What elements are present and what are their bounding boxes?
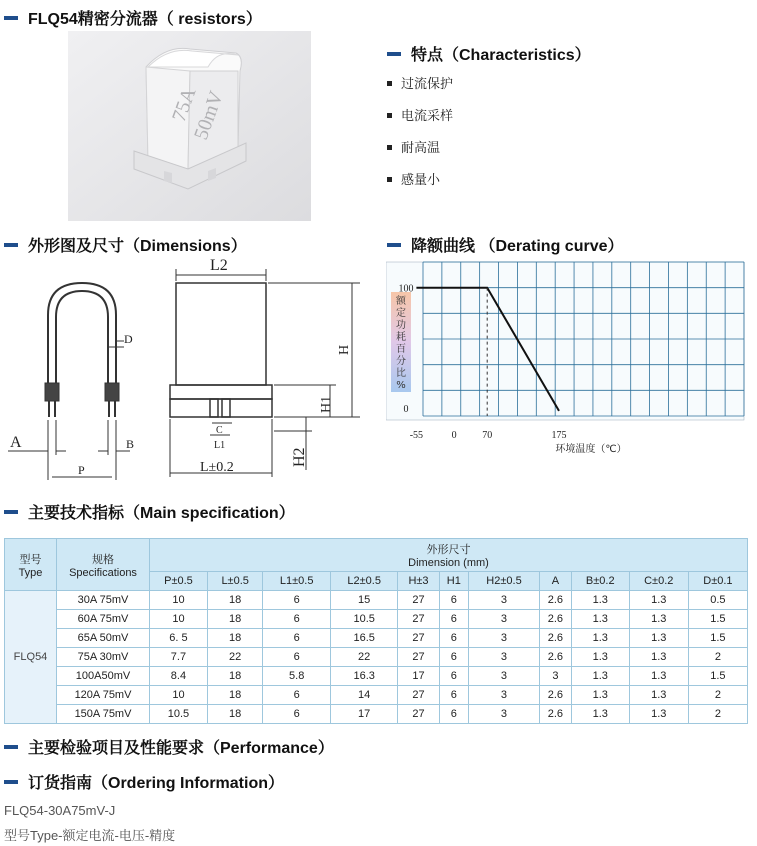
table-cell: 18 bbox=[207, 667, 263, 686]
table-cell: 6 bbox=[263, 591, 330, 610]
table-cell: 22 bbox=[207, 648, 263, 667]
table-cell: 27 bbox=[398, 629, 439, 648]
table-cell: 17 bbox=[398, 667, 439, 686]
chart-x-axis-label: 环境温度（℃） bbox=[555, 444, 627, 455]
derating-chart bbox=[386, 258, 748, 458]
y-axis-label-char: 定 bbox=[396, 308, 406, 319]
table-cell: 18 bbox=[207, 705, 263, 724]
table-cell: 10 bbox=[150, 610, 208, 629]
table-row bbox=[5, 610, 748, 629]
table-cell: 2.6 bbox=[540, 591, 572, 610]
photo-label-voltage: 50mV bbox=[190, 88, 228, 143]
table-cell: 10.5 bbox=[150, 705, 208, 724]
table-cell: 8.4 bbox=[150, 667, 208, 686]
table-cell: 16.5 bbox=[330, 629, 397, 648]
y-axis-label-char: 额 bbox=[396, 296, 406, 307]
table-cell: 0.5 bbox=[688, 591, 747, 610]
dim-label-c: C bbox=[216, 425, 223, 436]
table-cell: 1.3 bbox=[571, 667, 629, 686]
section-title-ordering: 订货指南（Ordering Information） bbox=[4, 770, 284, 793]
table-cell-type: FLQ54 bbox=[5, 591, 57, 724]
table-column-header: H2±0.5 bbox=[468, 572, 539, 591]
list-item: 耐高温 bbox=[387, 140, 453, 172]
table-cell: 6 bbox=[439, 648, 468, 667]
y-axis-label-char: % bbox=[396, 380, 406, 391]
table-cell: 1.5 bbox=[688, 667, 747, 686]
dim-label-d: D bbox=[124, 332, 133, 346]
x-tick-label: 0 bbox=[451, 430, 457, 441]
table-column-header: L±0.5 bbox=[207, 572, 263, 591]
spec-table bbox=[4, 538, 748, 724]
table-cell: 27 bbox=[398, 610, 439, 629]
table-cell: 27 bbox=[398, 686, 439, 705]
table-cell-spec: 30A 75mV bbox=[57, 591, 150, 610]
dimension-drawing bbox=[0, 255, 380, 490]
table-cell: 6. 5 bbox=[150, 629, 208, 648]
y-tick-label: 0 bbox=[403, 404, 409, 415]
table-cell: 6 bbox=[439, 686, 468, 705]
table-cell: 10 bbox=[150, 686, 208, 705]
table-cell: 6 bbox=[263, 629, 330, 648]
table-cell: 3 bbox=[540, 667, 572, 686]
table-cell: 3 bbox=[468, 591, 539, 610]
table-row bbox=[5, 648, 748, 667]
dim-label-b: B bbox=[126, 437, 135, 451]
table-row bbox=[5, 686, 748, 705]
y-axis-label-char: 耗 bbox=[396, 332, 406, 343]
table-cell: 6 bbox=[439, 667, 468, 686]
x-tick-label: 175 bbox=[551, 430, 567, 441]
y-axis-label-char: 功 bbox=[396, 320, 406, 331]
table-cell: 1.3 bbox=[629, 629, 688, 648]
section-title-performance[interactable]: 主要检验项目及性能要求（Performance） bbox=[4, 735, 334, 758]
table-cell: 1.3 bbox=[629, 648, 688, 667]
table-row bbox=[5, 629, 748, 648]
section-title-resistors: FLQ54精密分流器（ resistors） bbox=[4, 6, 262, 29]
dim-label-l: L±0.2 bbox=[200, 460, 234, 475]
table-column-header: H1 bbox=[439, 572, 468, 591]
table-column-header: D±0.1 bbox=[688, 572, 747, 591]
ordering-legend: 型号Type-额定电流-电压-精度 bbox=[4, 828, 176, 843]
y-axis-label-char: 分 bbox=[396, 356, 406, 367]
table-cell-spec: 65A 50mV bbox=[57, 629, 150, 648]
product-photo bbox=[68, 31, 311, 221]
table-cell: 1.5 bbox=[688, 610, 747, 629]
table-cell: 27 bbox=[398, 705, 439, 724]
dim-label-a: A bbox=[10, 434, 22, 451]
x-tick-label: -55 bbox=[409, 430, 424, 441]
table-cell-spec: 150A 75mV bbox=[57, 705, 150, 724]
table-cell: 18 bbox=[207, 686, 263, 705]
table-cell: 27 bbox=[398, 591, 439, 610]
table-cell: 1.3 bbox=[629, 610, 688, 629]
table-cell-spec: 75A 30mV bbox=[57, 648, 150, 667]
table-cell: 3 bbox=[468, 610, 539, 629]
table-column-header: C±0.2 bbox=[629, 572, 688, 591]
table-header-dimension: 外形尺寸 Dimension (mm) bbox=[150, 539, 748, 572]
table-cell: 6 bbox=[439, 705, 468, 724]
section-title-derating: 降额曲线 （Derating curve） bbox=[387, 233, 624, 256]
table-cell: 1.3 bbox=[571, 591, 629, 610]
table-cell: 22 bbox=[330, 648, 397, 667]
y-axis-label-char: 比 bbox=[396, 368, 406, 379]
table-column-header: P±0.5 bbox=[150, 572, 208, 591]
table-cell: 2 bbox=[688, 686, 747, 705]
table-column-header: H±3 bbox=[398, 572, 439, 591]
table-cell-spec: 120A 75mV bbox=[57, 686, 150, 705]
table-cell: 1.3 bbox=[571, 705, 629, 724]
table-column-header: A bbox=[540, 572, 572, 591]
table-cell: 2 bbox=[688, 648, 747, 667]
table-cell: 6 bbox=[263, 686, 330, 705]
table-cell: 3 bbox=[468, 686, 539, 705]
dim-label-p: P bbox=[78, 463, 85, 477]
table-cell: 17 bbox=[330, 705, 397, 724]
table-cell: 1.3 bbox=[571, 610, 629, 629]
table-cell: 6 bbox=[263, 610, 330, 629]
table-cell: 10 bbox=[150, 591, 208, 610]
list-item: 电流采样 bbox=[387, 108, 453, 140]
list-item: 感量小 bbox=[387, 172, 453, 204]
table-row bbox=[5, 667, 748, 686]
table-cell: 2.6 bbox=[540, 705, 572, 724]
table-cell: 1.3 bbox=[629, 667, 688, 686]
list-item: 过流保护 bbox=[387, 76, 453, 108]
dim-label-h1: H1 bbox=[319, 395, 334, 413]
table-cell: 1.5 bbox=[688, 629, 747, 648]
table-cell: 1.3 bbox=[571, 686, 629, 705]
table-cell: 3 bbox=[468, 705, 539, 724]
table-cell: 1.3 bbox=[571, 629, 629, 648]
table-cell: 3 bbox=[468, 648, 539, 667]
table-cell: 7.7 bbox=[150, 648, 208, 667]
table-cell: 18 bbox=[207, 629, 263, 648]
table-cell: 1.3 bbox=[629, 591, 688, 610]
table-cell: 2.6 bbox=[540, 686, 572, 705]
dim-label-l2: L2 bbox=[210, 257, 228, 274]
table-column-header: B±0.2 bbox=[571, 572, 629, 591]
table-cell: 3 bbox=[468, 629, 539, 648]
section-title-main-spec: 主要技术指标（Main specification） bbox=[4, 500, 295, 523]
chart-frame bbox=[386, 262, 744, 420]
section-title-characteristics: 特点（Characteristics） bbox=[387, 42, 591, 65]
y-tick-label: 100 bbox=[398, 283, 414, 295]
table-cell: 15 bbox=[330, 591, 397, 610]
table-cell: 1.3 bbox=[629, 686, 688, 705]
dim-label-h2: H2 bbox=[291, 447, 308, 467]
shunt-resistor-illustration bbox=[68, 31, 311, 221]
table-row bbox=[5, 705, 748, 724]
y-axis-label-char: 百 bbox=[396, 344, 406, 355]
table-cell: 6 bbox=[439, 591, 468, 610]
table-column-header: L1±0.5 bbox=[263, 572, 330, 591]
x-tick-label: 70 bbox=[482, 430, 493, 441]
table-cell: 1.3 bbox=[629, 705, 688, 724]
table-cell: 14 bbox=[330, 686, 397, 705]
table-header-spec: 规格 Specifications bbox=[57, 539, 150, 591]
characteristics-list bbox=[387, 76, 453, 204]
table-cell-spec: 60A 75mV bbox=[57, 610, 150, 629]
table-header-type: 型号 Type bbox=[5, 539, 57, 591]
dim-label-l1: L1 bbox=[214, 440, 226, 451]
table-cell: 6 bbox=[263, 705, 330, 724]
table-cell: 18 bbox=[207, 610, 263, 629]
table-cell: 18 bbox=[207, 591, 263, 610]
table-cell: 6 bbox=[263, 648, 330, 667]
table-cell: 2.6 bbox=[540, 648, 572, 667]
table-cell: 10.5 bbox=[330, 610, 397, 629]
ordering-example: FLQ54-30A75mV-J bbox=[4, 803, 116, 818]
table-column-header: L2±0.5 bbox=[330, 572, 397, 591]
photo-label-current: 75A bbox=[168, 84, 201, 125]
table-cell: 5.8 bbox=[263, 667, 330, 686]
table-cell: 1.3 bbox=[571, 648, 629, 667]
table-cell: 3 bbox=[468, 667, 539, 686]
table-cell: 16.3 bbox=[330, 667, 397, 686]
table-cell: 6 bbox=[439, 610, 468, 629]
table-cell: 2 bbox=[688, 705, 747, 724]
section-title-dimensions: 外形图及尺寸（Dimensions） bbox=[4, 233, 247, 256]
dim-label-h: H bbox=[337, 344, 352, 355]
table-cell-spec: 100A50mV bbox=[57, 667, 150, 686]
table-cell: 27 bbox=[398, 648, 439, 667]
table-row bbox=[5, 591, 748, 610]
table-cell: 6 bbox=[439, 629, 468, 648]
table-cell: 2.6 bbox=[540, 629, 572, 648]
table-cell: 2.6 bbox=[540, 610, 572, 629]
